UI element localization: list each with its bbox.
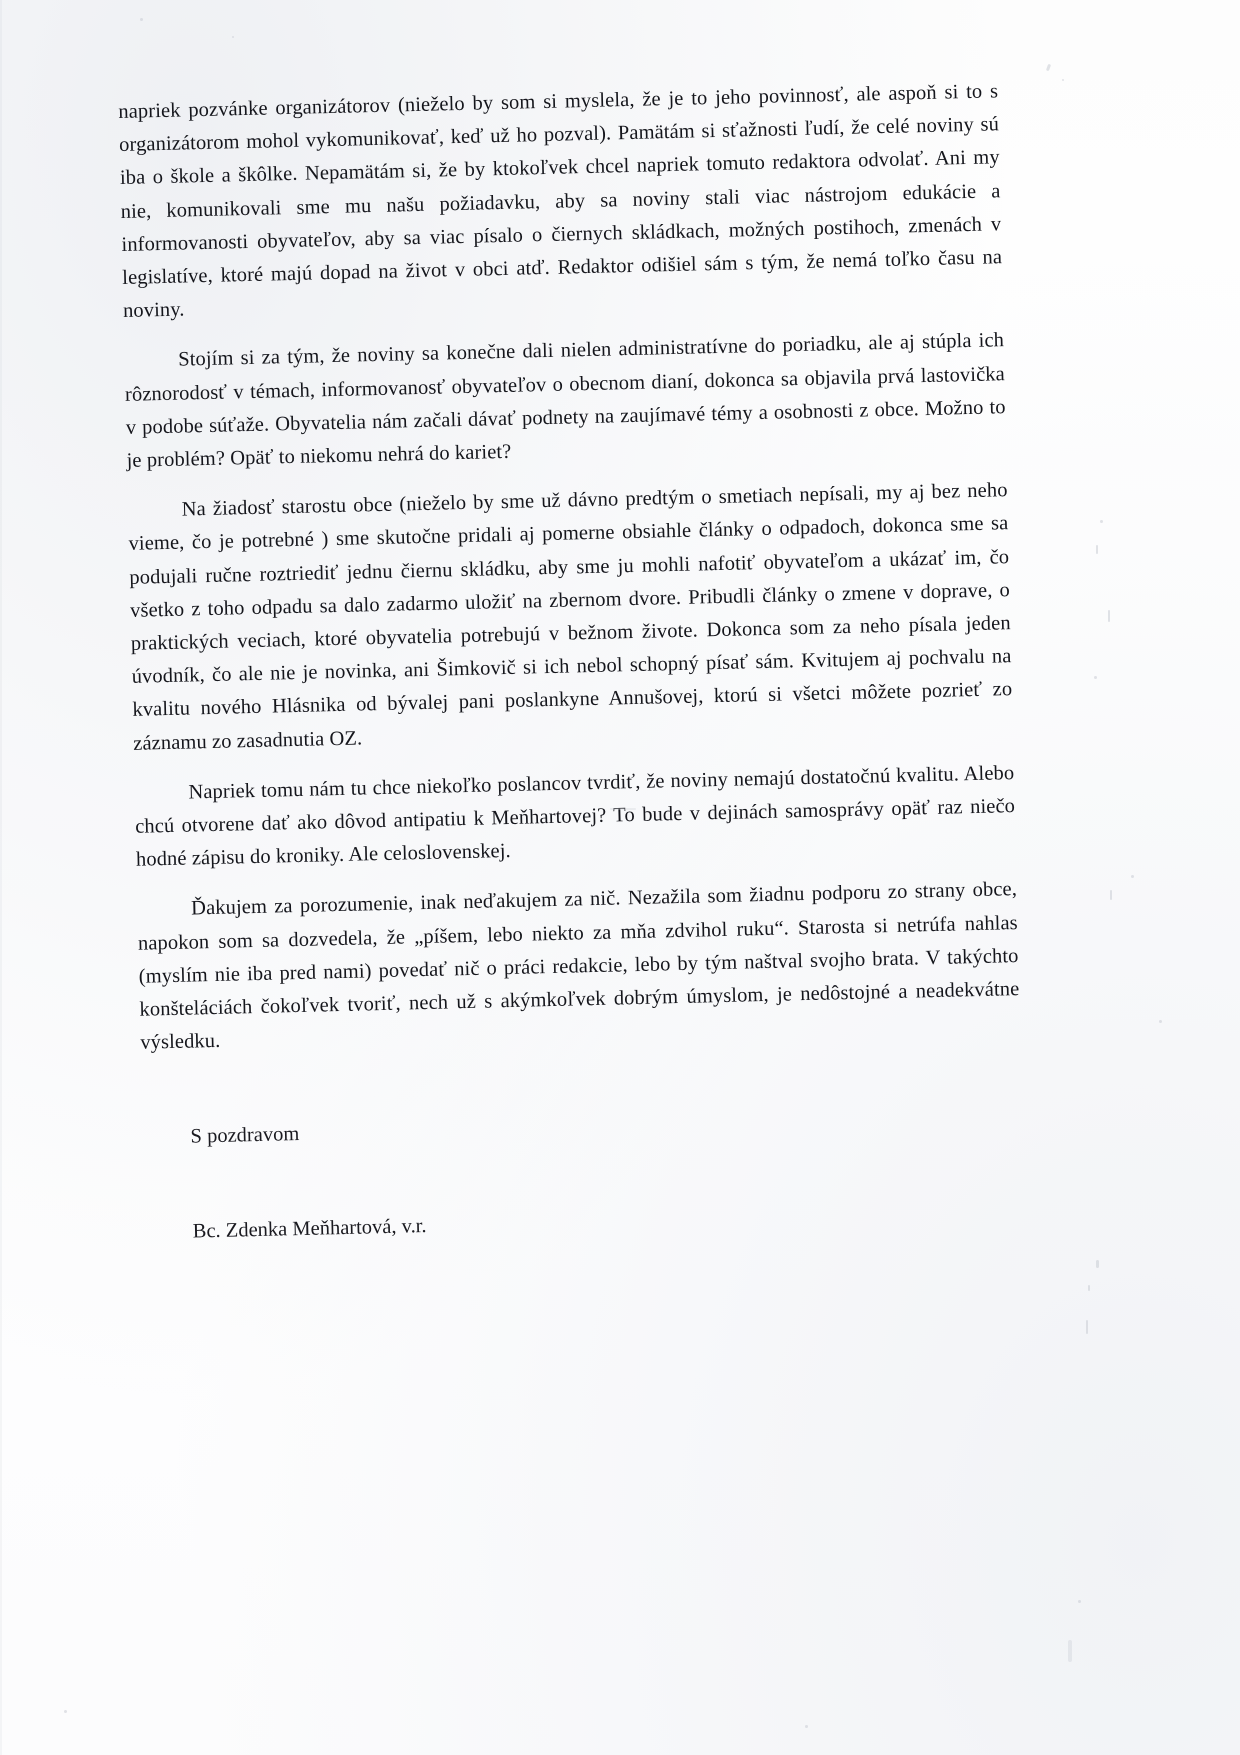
scan-speck <box>1110 890 1112 900</box>
scan-speck <box>64 1710 67 1713</box>
paragraph-4: Napriek tomu nám tu chce niekoľko poslancov tvrdiť, že noviny nemajú dostatočnú kvalitu. Alebo chcú otvorene dať ako dôvod antipatiu k Meňhartovej? To bude v dejinách samosprávy opäť raz niečo hodné zápisu do kroniky. Ale celoslovenskej. <box>134 761 1016 872</box>
scan-speck <box>1078 1600 1081 1603</box>
scan-speck <box>1062 79 1064 81</box>
paragraph-5: Ďakujem za porozumenie, inak neďakujem za nič. Nezažila som žiadnu podporu zo strany obce, napokon som sa dozvedela, že „píšem, lebo niekto za mňa zdvihol ruku“. Starosta si netrúfa nahlas (myslím nie iba pred nami) povedať nič o práci redakcie, lebo by tým naštval svojho brata. V takýchto konšteláciách čokoľvek tvoriť, nech už s akýmkoľvek dobrým úmyslom, je nedôstojné a neadekvátne výsledku. <box>137 878 1020 1055</box>
paragraph-1: napriek pozvánke organizátorov (nieželo by som si myslela, že je to jeho povinnosť, ale aspoň si to s organizátorom mohol vykomunikovať, keď už ho pozval). Pamätám si sťažnosti ľudí, že celé noviny sú iba o škole a škôlke. Nepamätám si, že by ktokoľvek chcel napriek tomuto redaktora odvolať. Ani my nie, komunikovali sme mu našu požiadavku, aby sa noviny stali viac nástrojom edukácie a informovanosti obyvateľov, aby sa viac písalo o čiernych skládkach, možných postihoch, zmenách v legislatíve, ktoré majú dopad na život v obci atď. Redaktor odišiel sám s tým, že nemá toľko času na noviny. <box>118 80 1003 323</box>
scan-speck <box>1096 1260 1099 1268</box>
scan-speck <box>1086 1320 1088 1334</box>
scan-speck <box>1096 545 1098 554</box>
scan-edge-mark <box>0 0 2 1755</box>
scan-speck <box>1094 676 1097 679</box>
scan-speck <box>1088 1285 1090 1291</box>
scan-speck <box>1108 610 1110 622</box>
scan-speck <box>232 36 234 38</box>
scan-speck <box>1131 875 1134 878</box>
signature-line: Bc. Zdenka Meňhartová, v.r. <box>192 1215 427 1243</box>
scan-speck <box>1068 1640 1072 1662</box>
letter-body <box>118 75 1025 1249</box>
paragraph-3: Na žiadosť starostu obce (nieželo by sme už dávno predtým o smetiach nepísali, my aj bez neho vieme, čo je potrebné ) sme skutočne pridali aj pomerne obsiahle články o odpadoch, dokonca sme sa podujali ručne roztriediť jednu čiernu skládku, aby sme ju mohli nafotiť obyvateľom a ukázať im, čo všetko z toho odpadu sa dalo zadarmo uložiť na zbernom dvore. Pribudli články o zmene v doprave, o praktických veciach, ktoré obyvatelia potrebujú v bežnom živote. Dokonca som za neho písala jeden úvodník, čo ale nie je novinka, ani Šimkovič si ich nebol schopný písať sám. Kvitujem aj pochvalu na kvalitu nového Hlásnika od bývalej pani poslankyne Annušovej, ktorú si všetci môžete pozrieť zo záznamu zo zasadnutia OZ. <box>128 479 1013 755</box>
scan-speck <box>610 808 636 810</box>
scan-speck <box>805 1725 808 1728</box>
scan-speck <box>1159 1020 1162 1023</box>
scan-speck <box>140 18 143 21</box>
closing-line: S pozdravom <box>190 1123 300 1149</box>
paragraph-2: Stojím si za tým, že noviny sa konečne dali nielen administratívne do poriadku, ale aj stúpla ich rôznorodosť v témach, informovanosť obyvateľov o obecnom dianí, dokonca sa objavila prvá lastovička v podobe súťaže. Obyvatelia nám začali dávať podnety na zaujímavé témy a osobnosti z obce. Možno to je problém? Opäť to niekomu nehrá do kariet? <box>124 329 1006 472</box>
scan-speck <box>1046 64 1051 72</box>
scan-speck <box>1100 520 1103 523</box>
